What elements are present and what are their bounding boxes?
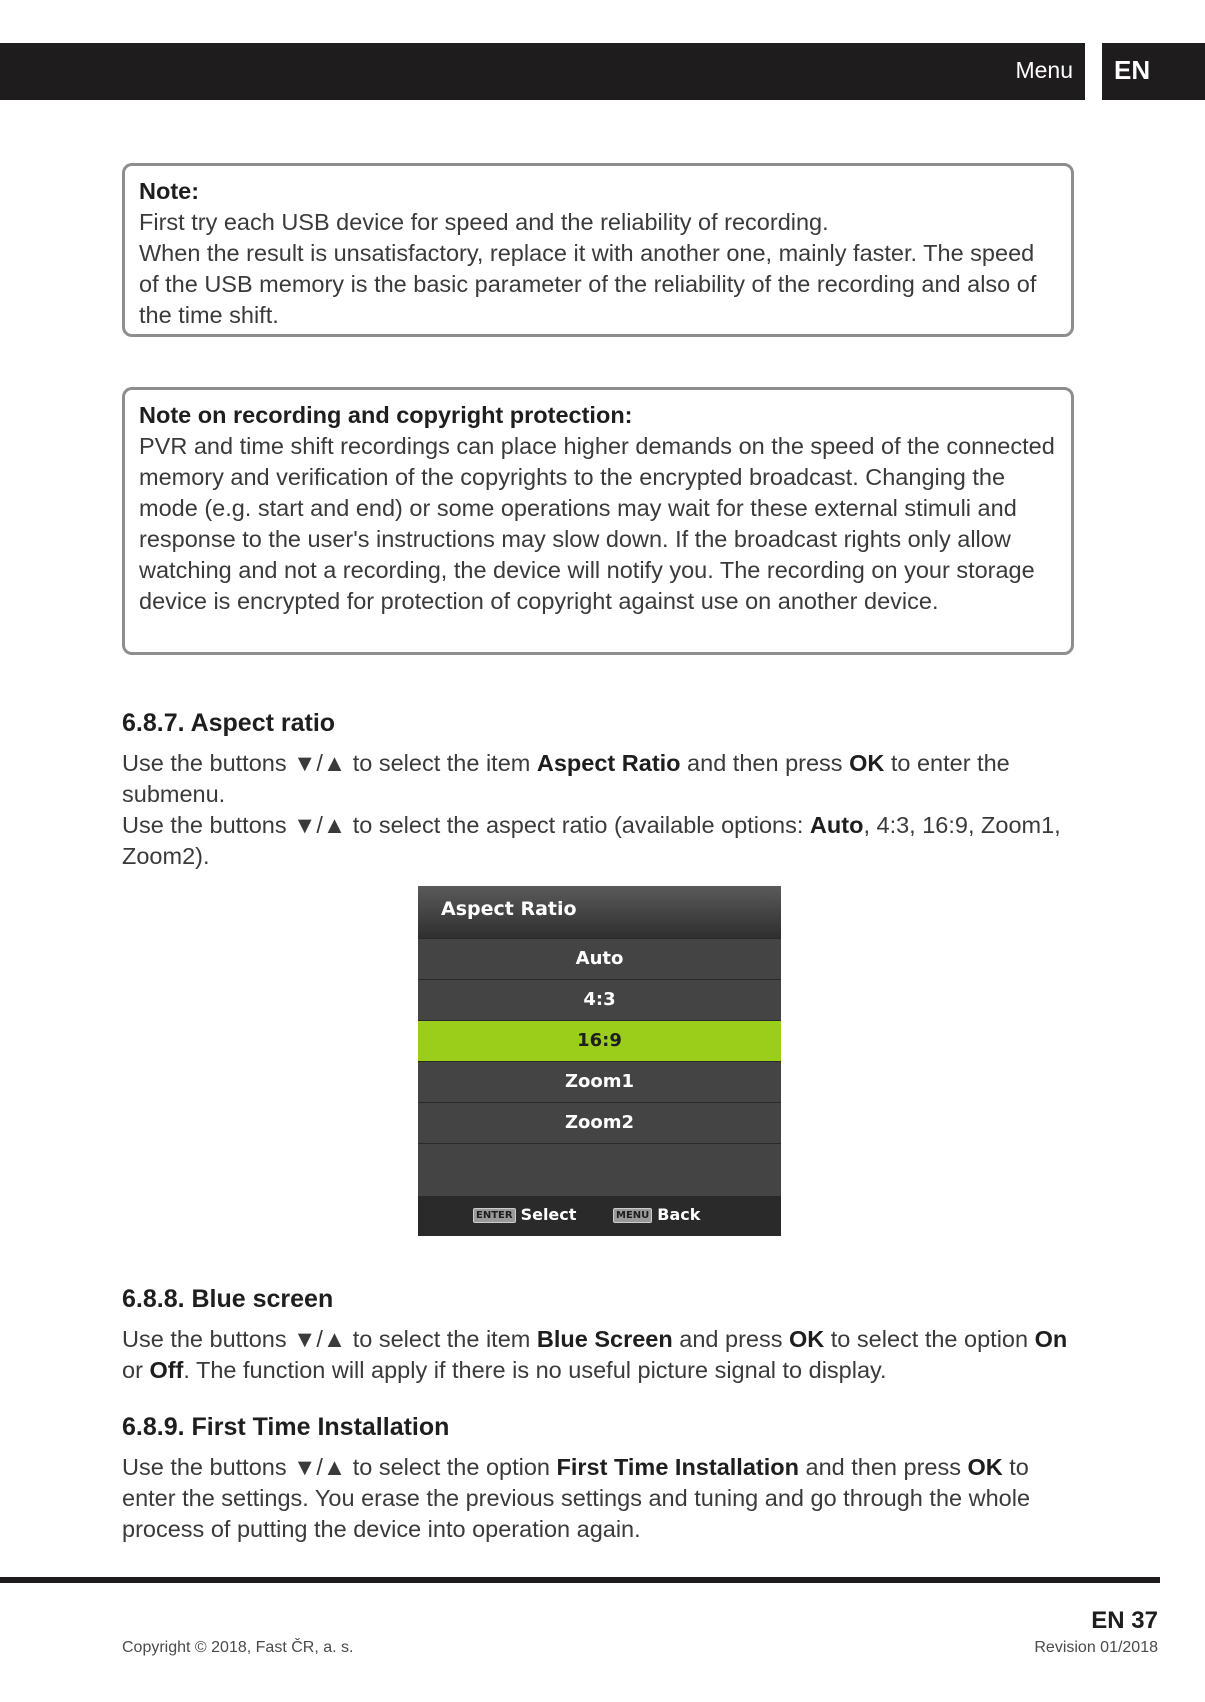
menu-item-auto[interactable]: Auto bbox=[418, 938, 781, 979]
bold-ok: OK bbox=[967, 1454, 1003, 1480]
note-copyright-title: Note on recording and copyright protection: bbox=[139, 402, 633, 428]
bold-auto: Auto bbox=[809, 812, 864, 838]
menu-title-bar bbox=[418, 886, 781, 938]
text: or bbox=[122, 1357, 150, 1383]
text: and then press bbox=[680, 750, 850, 776]
select-label: Select bbox=[520, 1205, 577, 1224]
copyright-text: Copyright © 2018, Fast ČR, a. s. bbox=[122, 1639, 354, 1656]
text: to select the option bbox=[824, 1326, 1035, 1352]
section-blue-title: 6.8.8. Blue screen bbox=[122, 1285, 334, 1313]
section-install-title: 6.8.9. First Time Installation bbox=[122, 1413, 450, 1441]
menu-item-4-3[interactable]: 4:3 bbox=[418, 979, 781, 1020]
text: and press bbox=[672, 1326, 789, 1352]
text: to enter the submenu. bbox=[122, 750, 1010, 807]
bold-ok: OK bbox=[789, 1326, 825, 1352]
text: and then press bbox=[798, 1454, 968, 1480]
page-number: EN 37 bbox=[1091, 1607, 1158, 1634]
bold-aspect-ratio: Aspect Ratio bbox=[536, 750, 681, 776]
menu-item-empty bbox=[418, 1143, 781, 1196]
section-aspect-paragraph-2 bbox=[122, 810, 1082, 872]
text: to enter the settings. You erase the previous settings and tuning and go through the whole process of putting the device into operation again. bbox=[122, 1454, 1031, 1542]
menu-key-icon: MENU bbox=[613, 1208, 652, 1223]
bold-blue-screen: Blue Screen bbox=[536, 1326, 673, 1352]
header-bar bbox=[0, 43, 1085, 100]
enter-key-icon: ENTER bbox=[473, 1208, 516, 1223]
text: Use the buttons ▼/▲ to select the aspect ratio (available options: bbox=[122, 812, 810, 838]
text: . The function will apply if there is no useful picture signal to display. bbox=[183, 1357, 887, 1383]
note-copyright-body: PVR and time shift recordings can place higher demands on the speed of the connected memory and verification of the copyrights to the encrypted broadcast. Changing the mode (e.g. start and end) or some operations may wait for these external stimuli and response to the user's instructions may slow down. If the broadcast rights only allow watching and not a recording, the device will notify you. The recording on your storage device is encrypted for protection of copyright against use on another device. bbox=[139, 433, 1055, 614]
note-usb-box bbox=[122, 163, 1074, 337]
bold-ok: OK bbox=[849, 750, 885, 776]
menu-footer bbox=[418, 1196, 781, 1236]
menu-title: Aspect Ratio bbox=[441, 898, 577, 920]
bold-off: Off bbox=[149, 1357, 184, 1383]
text: Use the buttons ▼/▲ to select the item bbox=[122, 1326, 537, 1352]
section-install-paragraph bbox=[122, 1452, 1082, 1545]
section-aspect-title: 6.8.7. Aspect ratio bbox=[122, 709, 336, 737]
note-copyright-box bbox=[122, 387, 1074, 655]
footer-rule bbox=[0, 1577, 1160, 1583]
bold-on: On bbox=[1034, 1326, 1068, 1352]
text: Use the buttons ▼/▲ to select the option bbox=[122, 1454, 557, 1480]
footer-select-action[interactable] bbox=[473, 1205, 576, 1224]
note-usb-line-1: First try each USB device for speed and the reliability of recording. bbox=[139, 209, 829, 235]
revision-text: Revision 01/2018 bbox=[1034, 1639, 1158, 1656]
language-label: EN bbox=[1114, 55, 1151, 85]
footer-back-action[interactable] bbox=[613, 1205, 700, 1224]
note-usb-line-2: When the result is unsatisfactory, replace it with another one, mainly faster. The speed of the USB memory is the basic parameter of the reliability of the recording and also of the time shift. bbox=[139, 240, 1037, 328]
back-label: Back bbox=[657, 1205, 701, 1224]
note-usb-title: Note: bbox=[139, 178, 200, 204]
text: Use the buttons ▼/▲ to select the item bbox=[122, 750, 537, 776]
bold-first-time-installation: First Time Installation bbox=[556, 1454, 799, 1480]
header-menu-label: Menu bbox=[1015, 57, 1073, 83]
text: , 4:3, 16:9, Zoom1, Zoom2). bbox=[122, 812, 1061, 869]
section-blue-paragraph bbox=[122, 1324, 1082, 1386]
menu-item-16-9-selected[interactable]: 16:9 bbox=[418, 1020, 781, 1061]
aspect-ratio-menu bbox=[418, 886, 781, 1236]
language-badge bbox=[1102, 43, 1205, 100]
section-aspect-paragraph-1 bbox=[122, 748, 1082, 810]
menu-item-zoom2[interactable]: Zoom2 bbox=[418, 1102, 781, 1143]
menu-item-zoom1[interactable]: Zoom1 bbox=[418, 1061, 781, 1102]
